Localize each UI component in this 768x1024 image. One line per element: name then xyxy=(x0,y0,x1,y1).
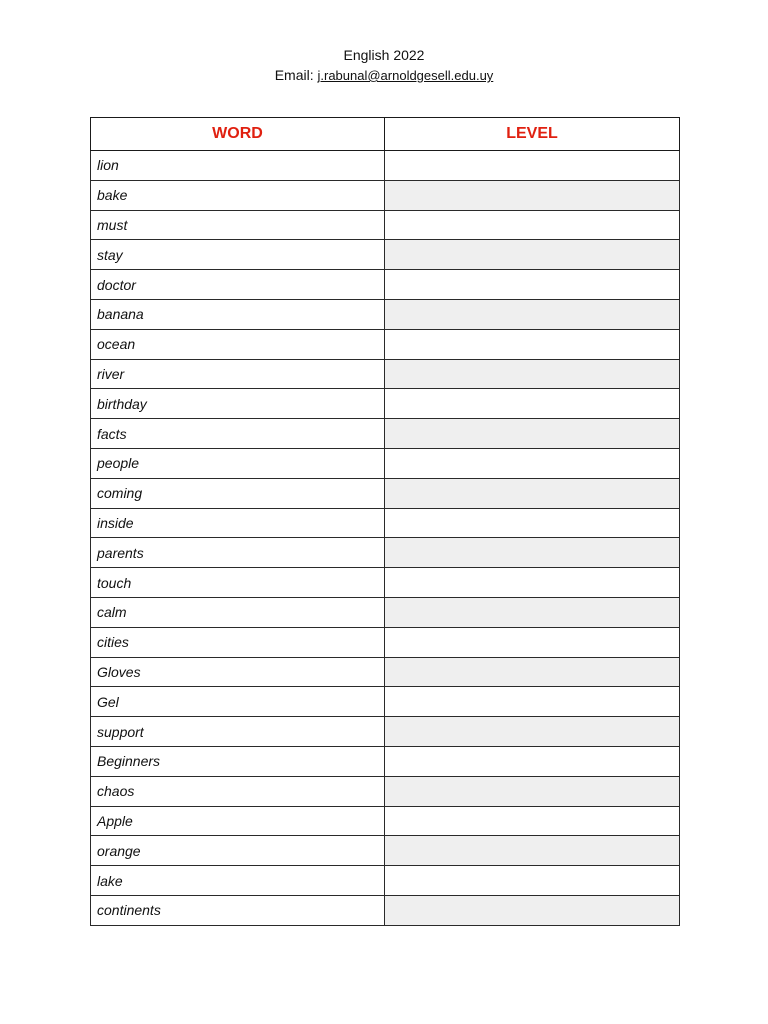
table-body xyxy=(91,151,680,926)
table-row xyxy=(91,895,680,925)
word-cell: parents xyxy=(91,538,385,568)
email-link[interactable]: j.rabunal@arnoldgesell.edu.uy xyxy=(317,68,494,83)
level-cell[interactable] xyxy=(385,776,680,806)
table-row xyxy=(91,270,680,300)
word-cell: people xyxy=(91,448,385,478)
level-cell[interactable] xyxy=(385,568,680,598)
table-row xyxy=(91,717,680,747)
level-cell[interactable] xyxy=(385,538,680,568)
word-cell: banana xyxy=(91,299,385,329)
level-cell[interactable] xyxy=(385,746,680,776)
level-cell[interactable] xyxy=(385,151,680,181)
table-row xyxy=(91,240,680,270)
level-cell[interactable] xyxy=(385,389,680,419)
level-cell[interactable] xyxy=(385,657,680,687)
table-row xyxy=(91,538,680,568)
word-cell: bake xyxy=(91,180,385,210)
table-row xyxy=(91,687,680,717)
level-cell[interactable] xyxy=(385,240,680,270)
table-row xyxy=(91,329,680,359)
word-cell: Beginners xyxy=(91,746,385,776)
word-cell: chaos xyxy=(91,776,385,806)
table-row xyxy=(91,508,680,538)
level-cell[interactable] xyxy=(385,270,680,300)
table-row xyxy=(91,359,680,389)
table-row xyxy=(91,448,680,478)
word-cell: touch xyxy=(91,568,385,598)
table-row xyxy=(91,568,680,598)
email-label: Email: xyxy=(274,67,314,83)
word-cell: support xyxy=(91,717,385,747)
table-header-row xyxy=(91,118,680,151)
table-row xyxy=(91,299,680,329)
table-row xyxy=(91,151,680,181)
word-cell: birthday xyxy=(91,389,385,419)
word-level-table xyxy=(90,117,680,926)
table-row xyxy=(91,180,680,210)
word-cell: river xyxy=(91,359,385,389)
word-cell: stay xyxy=(91,240,385,270)
level-cell[interactable] xyxy=(385,806,680,836)
table-row xyxy=(91,806,680,836)
email-line xyxy=(0,65,768,86)
table-row xyxy=(91,657,680,687)
word-cell: lake xyxy=(91,866,385,896)
level-cell[interactable] xyxy=(385,627,680,657)
level-cell[interactable] xyxy=(385,717,680,747)
word-cell: ocean xyxy=(91,329,385,359)
table-row xyxy=(91,478,680,508)
word-cell: Gloves xyxy=(91,657,385,687)
column-header-word: WORD xyxy=(91,118,385,151)
word-cell: cities xyxy=(91,627,385,657)
table-row xyxy=(91,210,680,240)
word-cell: orange xyxy=(91,836,385,866)
word-cell: doctor xyxy=(91,270,385,300)
document-title: English 2022 xyxy=(343,47,425,63)
table-row xyxy=(91,419,680,449)
level-cell[interactable] xyxy=(385,866,680,896)
level-cell[interactable] xyxy=(385,836,680,866)
word-cell: Gel xyxy=(91,687,385,717)
table-row xyxy=(91,627,680,657)
level-cell[interactable] xyxy=(385,419,680,449)
table-row xyxy=(91,776,680,806)
level-cell[interactable] xyxy=(385,359,680,389)
level-cell[interactable] xyxy=(385,687,680,717)
word-cell: lion xyxy=(91,151,385,181)
word-cell: calm xyxy=(91,597,385,627)
level-cell[interactable] xyxy=(385,597,680,627)
level-cell[interactable] xyxy=(385,448,680,478)
word-cell: must xyxy=(91,210,385,240)
table-row xyxy=(91,866,680,896)
level-cell[interactable] xyxy=(385,210,680,240)
document-header xyxy=(0,45,768,86)
table-row xyxy=(91,836,680,866)
word-cell: Apple xyxy=(91,806,385,836)
word-cell: continents xyxy=(91,895,385,925)
table-row xyxy=(91,389,680,419)
word-cell: facts xyxy=(91,419,385,449)
level-cell[interactable] xyxy=(385,329,680,359)
column-header-level: LEVEL xyxy=(385,118,680,151)
level-cell[interactable] xyxy=(385,478,680,508)
word-cell: coming xyxy=(91,478,385,508)
table-row xyxy=(91,746,680,776)
table-row xyxy=(91,597,680,627)
level-cell[interactable] xyxy=(385,180,680,210)
level-cell[interactable] xyxy=(385,508,680,538)
word-cell: inside xyxy=(91,508,385,538)
level-cell[interactable] xyxy=(385,895,680,925)
level-cell[interactable] xyxy=(385,299,680,329)
